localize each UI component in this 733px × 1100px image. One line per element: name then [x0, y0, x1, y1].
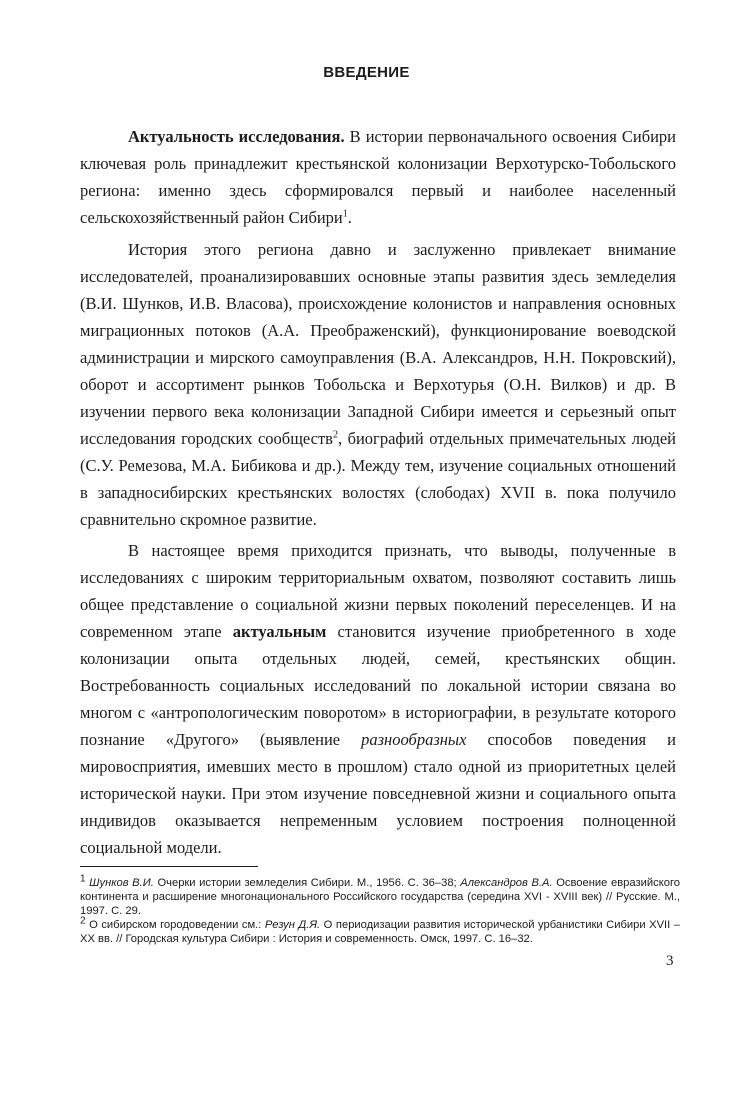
- paragraph-2-text-a: История этого региона давно и заслуженно привлекает внимание исследователей, проанализировавших основные этапы развития здесь земледелия (В.И. Шунков, И.В. Власова), происхождение колонистов и направления основных миграционных потоков (А.А. Преображенский), функционирование воеводской администрации и мирского самоуправления (В.А. Александров, Н.Н. Покровский), оборот и ассортимент рынков Тобольска и Верхотурья (О.Н. Вилков) и др. В изучении первого века колонизации Западной Сибири имеется и серьезный опыт исследования городских сообществ: [80, 239, 676, 448]
- paragraph-1: [80, 123, 676, 231]
- footnote-ref-1[interactable]: 1: [342, 208, 348, 220]
- page-title: ВВЕДЕНИЕ: [323, 64, 410, 81]
- bold-lead-phrase: Актуальность исследования.: [128, 127, 345, 146]
- bold-keyword: актуальным: [232, 622, 327, 641]
- paragraph-3-text-a: В настоящее время приходится признать, что выводы, полученные в исследованиях с широким территориальным охватом, позволяют составить лишь общее представление о социальной жизни первых поколений переселенцев. И на современном этапе: [80, 541, 676, 641]
- footnote-1-author-a: Шунков В.И.: [89, 877, 154, 889]
- footnote-2-author: Резун Д.Я.: [264, 919, 321, 931]
- footnotes: [80, 873, 681, 946]
- footnote-divider: [80, 866, 258, 867]
- main-text: [80, 123, 676, 866]
- paragraph-3-text-c: способов поведения и мировосприятия, имевших место в прошлом) стало одной из приоритетных целей исторической науки. При этом изучение повседневной жизни и социального опыта индивидов оказывается непременным условием построения полноценной социальной модели.: [80, 730, 676, 857]
- paragraph-2-text-b: , биографий отдельных примечательных людей (С.У. Ремезова, М.А. Бибикова и др.). Между тем, изучение социальных отношений в западносибирских крестьянских волостях (слободах) XVII в. пока получило сравнительно скромное развитие.: [80, 428, 676, 529]
- footnote-2-text-b: О периодизации развития исторической урбанистики Сибири XVII – XX вв. // Городская культура Сибири : История и современность. Омск, 1997. С. 16–32.: [80, 919, 681, 945]
- footnote-number-2: 2: [80, 915, 86, 927]
- footnote-2-text-a: О сибирском городоведении см.:: [85, 919, 265, 931]
- paragraph-1-text: В истории первоначального освоения Сибири ключевая роль принадлежит крестьянской колонизации Верхотурско-Тобольского региона: именно здесь сформировался первый и наиболее населенный сельскохозяйственный район Сибири: [80, 127, 676, 227]
- footnote-ref-2[interactable]: 2: [332, 429, 338, 440]
- page-number: 3: [666, 953, 674, 969]
- footnote-1-author-b: Александров В.А.: [460, 877, 553, 889]
- footnote-2: [80, 915, 681, 946]
- italic-word: разнообразных: [361, 730, 467, 749]
- paragraph-3: [80, 537, 676, 861]
- paragraph-3-text-b: становится изучение приобретенного в ходе колонизации опыта отдельных людей, семей, крестьянских общин. Востребованность социальных исследований по локальной истории связана во многом с «антропологическим поворотом» в историографии, в результате которого познание «Другого» (выявление: [80, 622, 676, 749]
- paragraph-1-end: .: [347, 208, 352, 227]
- footnote-number-1: 1: [80, 873, 86, 885]
- footnote-1: [80, 873, 680, 918]
- footnote-1-text-a: Очерки истории земледелия Сибири. М., 1956. С. 36–38;: [153, 877, 461, 889]
- paragraph-2: [80, 236, 676, 533]
- footnote-1-text-b: Освоение евразийского континента и расширение многонационального Российского государства (середина XVI - XVIII век) // Русские. М., 1997. С. 29.: [80, 877, 680, 917]
